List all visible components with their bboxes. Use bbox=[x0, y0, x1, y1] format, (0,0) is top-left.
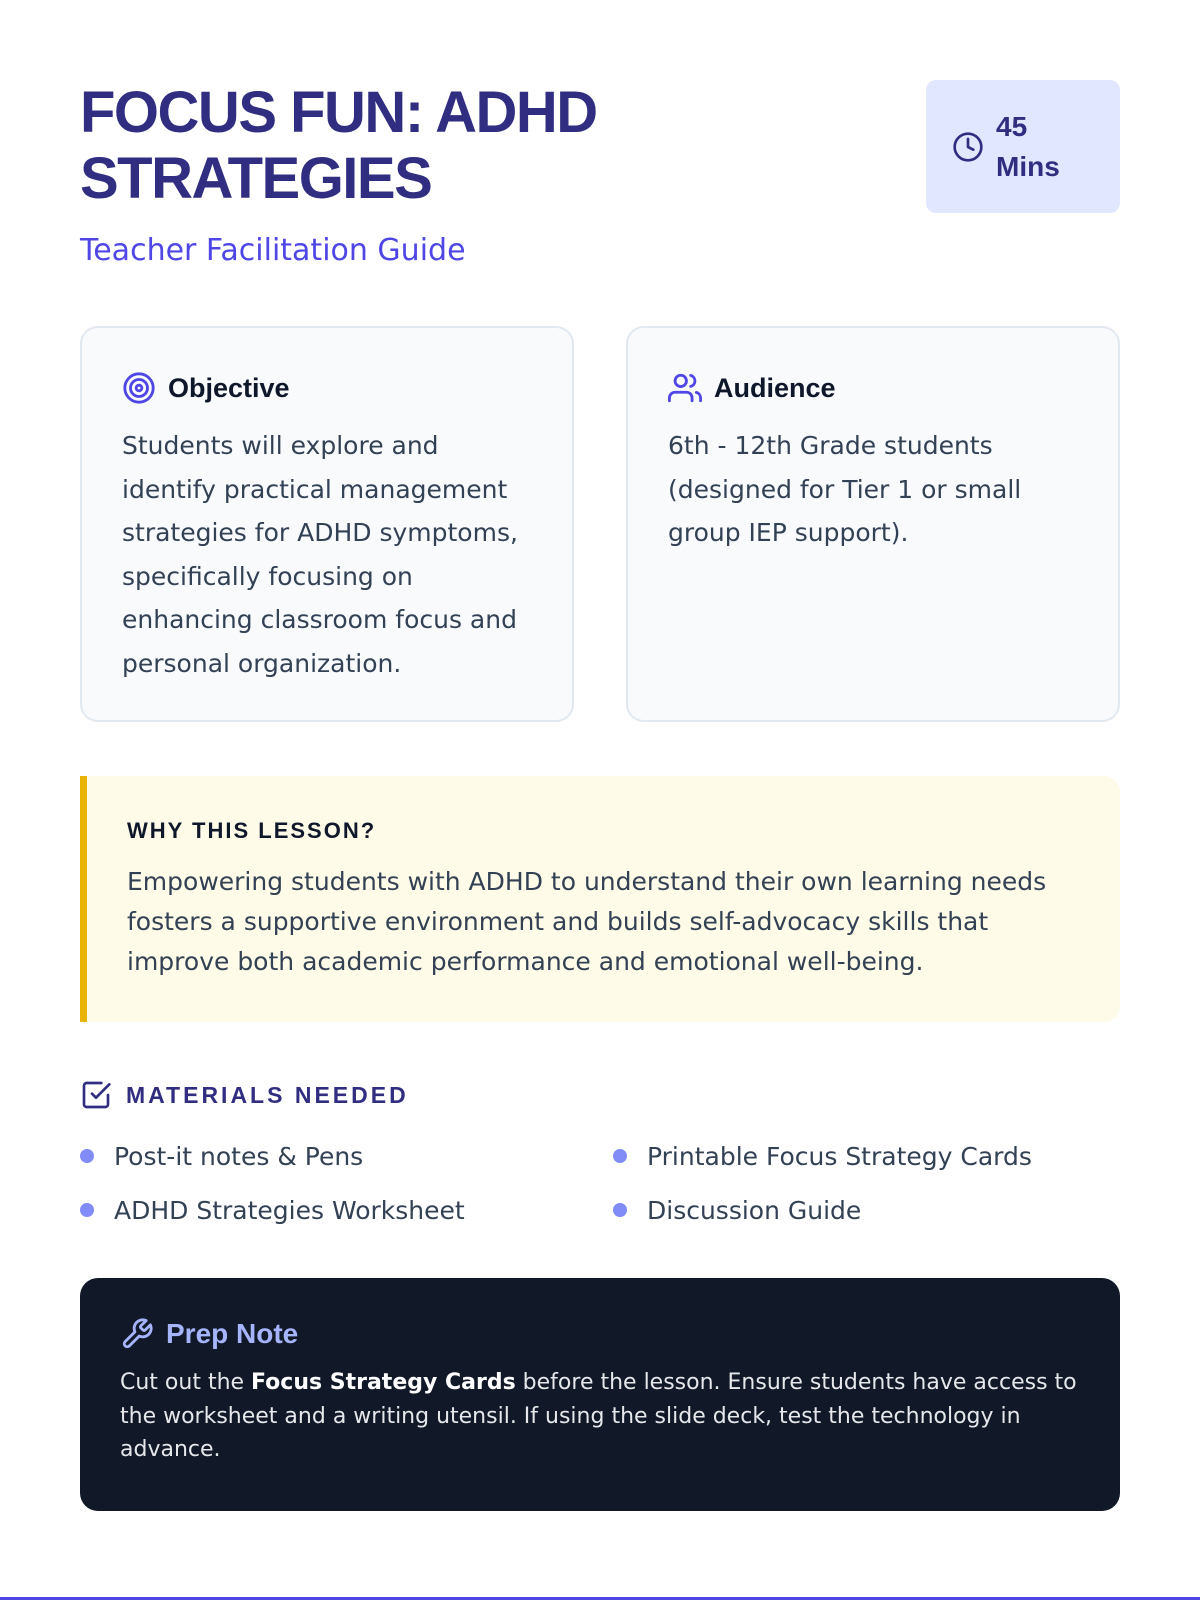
info-cards bbox=[80, 326, 1120, 722]
material-label: Printable Focus Strategy Cards bbox=[647, 1141, 1032, 1171]
wrench-icon bbox=[120, 1317, 154, 1351]
header bbox=[80, 80, 1120, 270]
audience-body: 6th - 12th Grade students (designed for Tier 1 or small group IEP support). bbox=[668, 431, 1022, 547]
materials-header bbox=[80, 1078, 1120, 1112]
duration-badge bbox=[926, 80, 1120, 213]
prep-note-header bbox=[120, 1316, 1080, 1352]
bullet-dot bbox=[613, 1149, 627, 1163]
prep-note-text-start: Cut out the bbox=[120, 1370, 252, 1395]
bullet-dot bbox=[80, 1203, 94, 1217]
prep-note-panel bbox=[80, 1278, 1120, 1511]
clock-icon bbox=[952, 131, 984, 163]
material-label: Post-it notes & Pens bbox=[114, 1141, 364, 1171]
why-title: WHY THIS LESSON? bbox=[127, 818, 377, 843]
objective-body: Students will explore and identify practical management strategies for ADHD symptoms, specifically focusing on enhancing classroom focus and personal organization. bbox=[122, 431, 518, 678]
material-label: Discussion Guide bbox=[647, 1195, 862, 1225]
target-icon bbox=[122, 371, 156, 405]
bullet-dot bbox=[80, 1149, 94, 1163]
page-subtitle: Teacher Facilitation Guide bbox=[80, 233, 466, 268]
list-item bbox=[80, 1194, 613, 1226]
checkbox-icon bbox=[80, 1079, 112, 1111]
why-this-lesson-callout bbox=[80, 776, 1120, 1022]
audience-card bbox=[626, 326, 1120, 722]
list-item bbox=[613, 1194, 1113, 1226]
materials-section bbox=[80, 1078, 1120, 1226]
prep-note-text-end: before the lesson. Ensure students have access to the worksheet and a writing utensil. If using the slide deck, test the technology in advance. bbox=[120, 1370, 1077, 1462]
prep-note-emphasis: Focus Strategy Cards bbox=[251, 1370, 516, 1395]
objective-card-header bbox=[122, 370, 532, 406]
header-text bbox=[80, 80, 700, 270]
prep-note-body bbox=[120, 1366, 1080, 1467]
materials-title: MATERIALS NEEDED bbox=[126, 1081, 409, 1108]
material-label: ADHD Strategies Worksheet bbox=[114, 1195, 465, 1225]
duration-label: 45 Mins bbox=[996, 110, 1060, 182]
page-title: FOCUS FUN: ADHD STRATEGIES bbox=[80, 80, 597, 211]
list-item bbox=[80, 1140, 613, 1172]
materials-list bbox=[80, 1140, 1120, 1226]
why-body: Empowering students with ADHD to understand their own learning needs fosters a supportive environment and builds self-advocacy skills that improve both academic performance and emotional well-being. bbox=[127, 867, 1047, 976]
list-item bbox=[613, 1140, 1113, 1172]
audience-title: Audience bbox=[714, 372, 836, 403]
objective-card bbox=[80, 326, 574, 722]
users-icon bbox=[668, 371, 702, 405]
objective-title: Objective bbox=[168, 372, 290, 403]
bullet-dot bbox=[613, 1203, 627, 1217]
audience-card-header bbox=[668, 370, 1078, 406]
prep-note-title: Prep Note bbox=[166, 1318, 299, 1349]
